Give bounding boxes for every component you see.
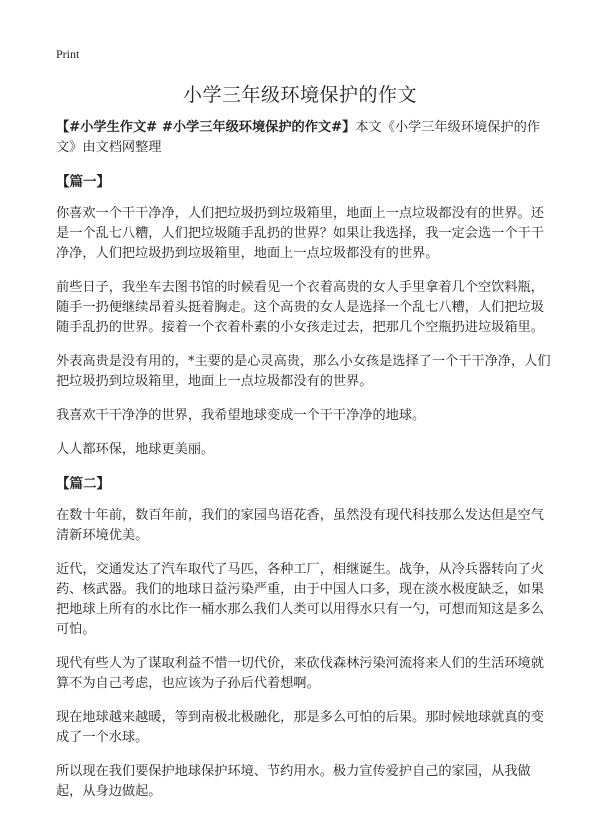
intro-text: 本文《小学三年级环境保护的作文》由文档网整理 <box>56 120 540 155</box>
section-heading: 【篇一】 <box>56 174 110 190</box>
paragraph: 现在地球越来越暖，等到南极北极融化，那是多么可怕的后果。那时候地球就真的变成了一个水球。 <box>56 710 544 745</box>
paragraph: 近代，交通发达了汽车取代了马匹，各种工厂，相继诞生。战争，从冷兵器转向了火药、核武器。我们的地球日益污染严重，由于中国人口多，现在淡水极度缺乏，如果把地球上所有的水比作一桶水那么我们人类可以用得水只有一勺，可想而知这是多么可怕。 <box>56 562 544 637</box>
section-two <box>56 474 552 802</box>
paragraph: 前些日子，我坐车去图书馆的时候看见一个衣着高贵的女人手里拿着几个空饮料瓶，随手一扔便继续昂着头挺着胸走。这个高贵的女人是选择一个乱七八糟，人们把垃圾随手乱扔的世界。接着一个衣着朴素的小女孩走过去，把那几个空瓶扔进垃圾箱里。 <box>56 280 544 335</box>
article-intro <box>56 118 552 158</box>
section-heading: 【篇二】 <box>56 476 110 492</box>
print-link[interactable]: Print <box>56 47 80 61</box>
article-tags: 【#小学生作文# #小学三年级环境保护的作文#】 <box>56 120 356 135</box>
paragraph: 我喜欢干干净净的世界，我希望地球变成一个干干净净的地球。 <box>56 408 426 423</box>
paragraph: 人人都环保，地球更美丽。 <box>56 442 215 457</box>
paragraph: 外表高贵是没有用的，*主要的是心灵高贵，那么小女孩是选择了一个干干净净，人们把垃圾扔到垃圾箱里，地面上一点垃圾都没有的世界。 <box>56 354 551 389</box>
paragraph: 你喜欢一个干干净净，人们把垃圾扔到垃圾箱里，地面上一点垃圾都没有的世界。还是一个乱七八糟，人们把垃圾随手乱扔的世界？如果让我选择，我一定会选一个干干净净，人们把垃圾扔到垃圾箱里，地面上一点垃圾都没有的世界。 <box>56 206 544 261</box>
page-title: 小学三年级环境保护的作文 <box>182 84 417 106</box>
paragraph: 所以现在我们要保护地球保护环境、节约用水。极力宣传爱护自己的家园，从我做起，从身边做起。 <box>56 764 531 799</box>
section-one <box>56 172 552 460</box>
paragraph: 现代有些人为了谋取利益不惜一切代价，来砍伐森林污染河流将来人们的生活环境就算不为自己考虑，也应该为子孙后代着想啊。 <box>56 656 544 691</box>
paragraph: 在数十年前，数百年前，我们的家园鸟语花香，虽然没有现代科技那么发达但是空气清新环境优美。 <box>56 508 544 543</box>
article-body <box>56 118 552 816</box>
